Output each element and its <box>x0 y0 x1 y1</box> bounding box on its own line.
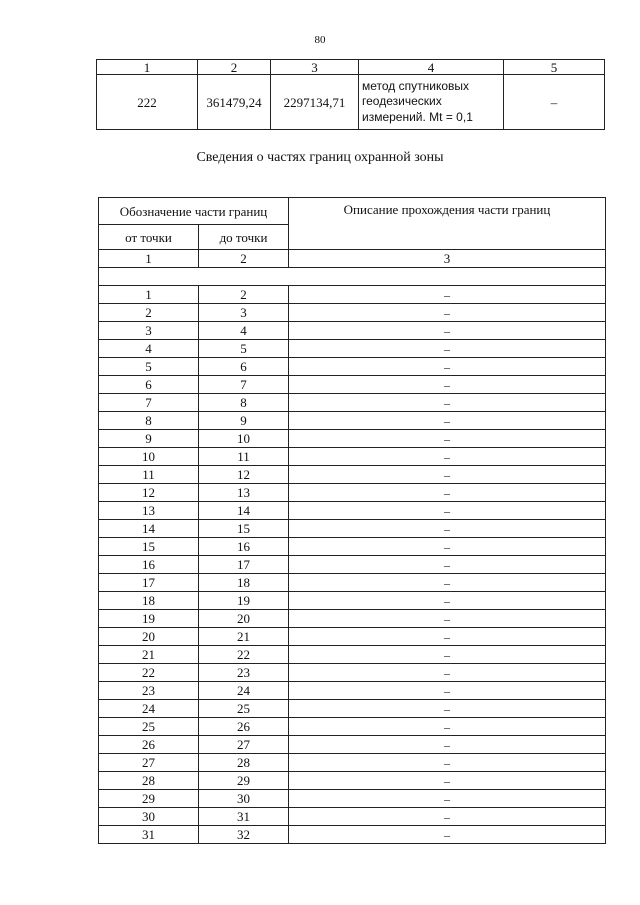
description-cell: – <box>289 628 606 646</box>
table-row <box>99 538 606 556</box>
table-row <box>99 754 606 772</box>
col-number-1: 1 <box>99 250 199 268</box>
table-row <box>99 628 606 646</box>
description-cell: – <box>289 448 606 466</box>
to-point-cell: 17 <box>199 556 289 574</box>
from-point-cell: 18 <box>99 592 199 610</box>
table-row <box>99 394 606 412</box>
col-number-3: 3 <box>289 250 606 268</box>
table-row <box>99 376 606 394</box>
from-point-cell: 19 <box>99 610 199 628</box>
to-point-cell: 2 <box>199 286 289 304</box>
from-point-cell: 4 <box>99 340 199 358</box>
to-point-cell: 20 <box>199 610 289 628</box>
description-cell: – <box>289 574 606 592</box>
header-row <box>99 198 606 225</box>
table-row <box>99 340 606 358</box>
description-cell: – <box>289 304 606 322</box>
description-cell: – <box>289 808 606 826</box>
col-number-2: 2 <box>199 250 289 268</box>
description-cell: – <box>289 520 606 538</box>
table-row <box>99 502 606 520</box>
from-point-cell: 28 <box>99 772 199 790</box>
to-point-cell: 4 <box>199 322 289 340</box>
from-point-cell: 17 <box>99 574 199 592</box>
description-cell: – <box>289 664 606 682</box>
from-point-cell: 22 <box>99 664 199 682</box>
table-row <box>99 466 606 484</box>
table-row <box>99 682 606 700</box>
to-point-cell: 11 <box>199 448 289 466</box>
from-point-cell: 13 <box>99 502 199 520</box>
to-point-cell: 16 <box>199 538 289 556</box>
col-number-2: 2 <box>198 60 271 75</box>
from-point-cell: 7 <box>99 394 199 412</box>
header-group-cell: Обозначение части границ <box>99 198 289 225</box>
table-row <box>99 772 606 790</box>
description-cell: – <box>504 75 605 130</box>
description-cell: – <box>289 592 606 610</box>
description-cell: – <box>289 826 606 844</box>
from-point-cell: 29 <box>99 790 199 808</box>
description-cell: – <box>289 718 606 736</box>
empty-cell <box>99 268 606 286</box>
from-point-cell: 8 <box>99 412 199 430</box>
table-row <box>99 826 606 844</box>
from-point-cell: 6 <box>99 376 199 394</box>
table-body <box>99 286 606 844</box>
to-point-cell: 8 <box>199 394 289 412</box>
description-cell: – <box>289 700 606 718</box>
table-row <box>99 484 606 502</box>
from-point-cell: 9 <box>99 430 199 448</box>
from-point-cell: 23 <box>99 682 199 700</box>
to-point-cell: 3 <box>199 304 289 322</box>
to-point-cell: 28 <box>199 754 289 772</box>
from-point-cell: 5 <box>99 358 199 376</box>
to-point-cell: 29 <box>199 772 289 790</box>
description-cell: – <box>289 466 606 484</box>
to-point-cell: 19 <box>199 592 289 610</box>
section-title: Сведения о частях границ охранной зоны <box>196 150 444 165</box>
description-cell: – <box>289 646 606 664</box>
to-point-cell: 5 <box>199 340 289 358</box>
table-row <box>99 574 606 592</box>
description-cell: – <box>289 772 606 790</box>
table-row <box>99 520 606 538</box>
to-point-cell: 15 <box>199 520 289 538</box>
description-cell: – <box>289 754 606 772</box>
description-cell: – <box>289 286 606 304</box>
point-cell: 222 <box>97 75 198 130</box>
from-point-cell: 2 <box>99 304 199 322</box>
from-point-cell: 30 <box>99 808 199 826</box>
to-point-cell: 22 <box>199 646 289 664</box>
to-point-cell: 21 <box>199 628 289 646</box>
to-point-cell: 30 <box>199 790 289 808</box>
empty-row <box>99 268 606 286</box>
col-number-5: 5 <box>504 60 605 75</box>
from-point-cell: 12 <box>99 484 199 502</box>
table-row <box>99 718 606 736</box>
description-cell: – <box>289 610 606 628</box>
table-row <box>99 592 606 610</box>
table-row <box>99 808 606 826</box>
description-cell: – <box>289 322 606 340</box>
from-point-cell: 26 <box>99 736 199 754</box>
header-from-cell: от точки <box>99 225 199 250</box>
table-row <box>99 430 606 448</box>
to-point-cell: 32 <box>199 826 289 844</box>
page-number: 80 <box>314 34 326 46</box>
from-point-cell: 14 <box>99 520 199 538</box>
description-cell: – <box>289 394 606 412</box>
coordinates-table <box>96 59 605 130</box>
col-number-1: 1 <box>97 60 198 75</box>
table-row <box>99 664 606 682</box>
x-coordinate-cell: 361479,24 <box>198 75 271 130</box>
table-row <box>99 790 606 808</box>
column-number-row <box>99 250 606 268</box>
description-cell: – <box>289 340 606 358</box>
to-point-cell: 10 <box>199 430 289 448</box>
table-row <box>99 556 606 574</box>
description-cell: – <box>289 556 606 574</box>
to-point-cell: 14 <box>199 502 289 520</box>
to-point-cell: 9 <box>199 412 289 430</box>
from-point-cell: 24 <box>99 700 199 718</box>
description-cell: – <box>289 682 606 700</box>
table-row <box>99 286 606 304</box>
table-row <box>99 304 606 322</box>
to-point-cell: 6 <box>199 358 289 376</box>
col-number-3: 3 <box>271 60 359 75</box>
description-cell: – <box>289 736 606 754</box>
to-point-cell: 31 <box>199 808 289 826</box>
description-cell: – <box>289 790 606 808</box>
boundary-parts-table <box>98 197 606 844</box>
table-row <box>99 322 606 340</box>
method-cell: метод спутниковых геодезических измерений. Mt = 0,1 <box>359 75 504 130</box>
from-point-cell: 16 <box>99 556 199 574</box>
header-to-cell: до точки <box>199 225 289 250</box>
description-cell: – <box>289 484 606 502</box>
from-point-cell: 3 <box>99 322 199 340</box>
table-row <box>99 610 606 628</box>
to-point-cell: 12 <box>199 466 289 484</box>
to-point-cell: 23 <box>199 664 289 682</box>
from-point-cell: 10 <box>99 448 199 466</box>
from-point-cell: 21 <box>99 646 199 664</box>
description-cell: – <box>289 538 606 556</box>
col-number-4: 4 <box>359 60 504 75</box>
to-point-cell: 25 <box>199 700 289 718</box>
from-point-cell: 27 <box>99 754 199 772</box>
table-row <box>99 700 606 718</box>
description-cell: – <box>289 430 606 448</box>
from-point-cell: 1 <box>99 286 199 304</box>
description-cell: – <box>289 502 606 520</box>
from-point-cell: 15 <box>99 538 199 556</box>
table-row <box>99 412 606 430</box>
from-point-cell: 20 <box>99 628 199 646</box>
to-point-cell: 13 <box>199 484 289 502</box>
table-row <box>99 358 606 376</box>
column-number-row <box>97 60 605 75</box>
y-coordinate-cell: 2297134,71 <box>271 75 359 130</box>
table-row <box>97 75 605 130</box>
description-cell: – <box>289 412 606 430</box>
to-point-cell: 18 <box>199 574 289 592</box>
to-point-cell: 26 <box>199 718 289 736</box>
description-cell: – <box>289 376 606 394</box>
from-point-cell: 31 <box>99 826 199 844</box>
table-row <box>99 448 606 466</box>
from-point-cell: 25 <box>99 718 199 736</box>
table-row <box>99 736 606 754</box>
from-point-cell: 11 <box>99 466 199 484</box>
description-cell: – <box>289 358 606 376</box>
to-point-cell: 7 <box>199 376 289 394</box>
to-point-cell: 24 <box>199 682 289 700</box>
header-description-cell: Описание прохождения части границ <box>289 198 606 250</box>
table-row <box>99 646 606 664</box>
to-point-cell: 27 <box>199 736 289 754</box>
